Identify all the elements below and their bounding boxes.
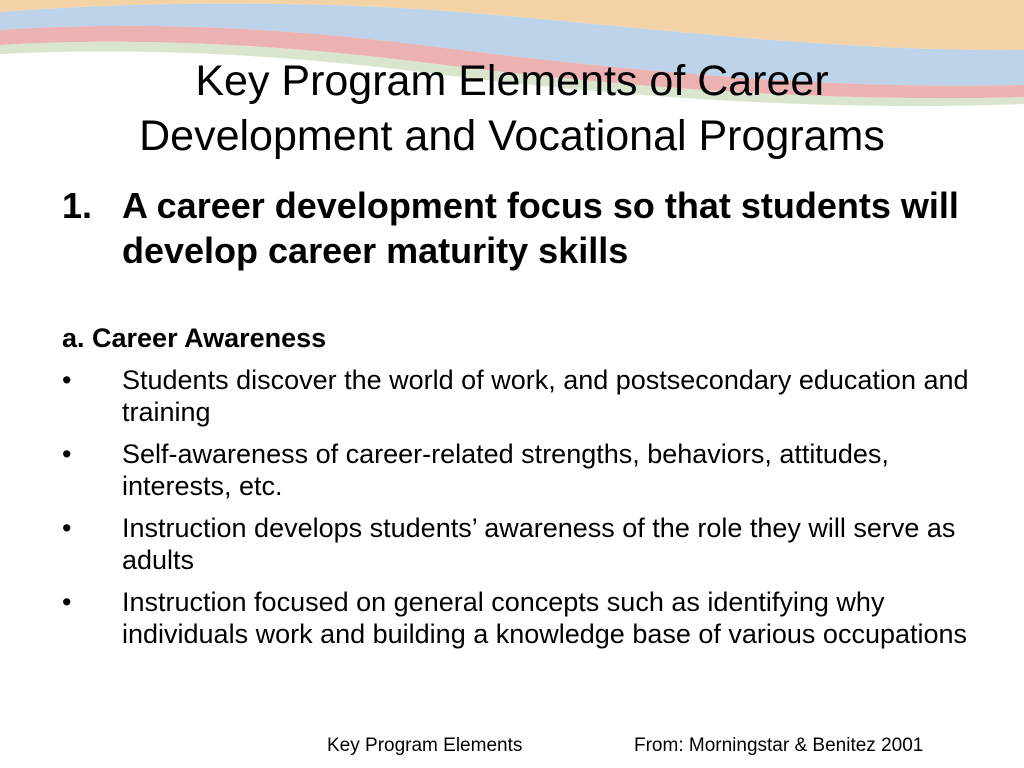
main-point-text: A career development focus so that students will develop career maturity skills xyxy=(122,185,959,271)
bullet-text: Self-awareness of career-related strengths, behaviors, attitudes, interests, etc. xyxy=(122,439,889,501)
bullet-text: Instruction focused on general concepts such as identifying why individuals work and building a knowledge base of various occupations xyxy=(122,587,968,649)
footer-left: Key Program Elements xyxy=(327,735,523,756)
bullet-list xyxy=(62,364,982,660)
footer-right: From: Morningstar & Benitez 2001 xyxy=(634,735,924,756)
subheading: a. Career Awareness xyxy=(62,323,327,353)
slide-title-line-1: Key Program Elements of Career xyxy=(195,57,829,105)
bullet-text: Instruction develops students’ awareness of the role they will serve as adults xyxy=(122,513,956,575)
bullet-icon: • xyxy=(62,439,72,469)
bullet-item xyxy=(62,586,982,650)
bullet-item xyxy=(62,512,982,576)
slide-title xyxy=(0,54,1024,164)
main-point-number: 1. xyxy=(62,185,93,226)
bullet-text: Students discover the world of work, and postsecondary education and training xyxy=(122,365,969,427)
bullet-icon: • xyxy=(62,587,72,617)
bullet-item xyxy=(62,364,982,428)
bullet-icon: • xyxy=(62,365,72,395)
bullet-icon: • xyxy=(62,513,72,543)
slide-title-line-2: Development and Vocational Programs xyxy=(139,112,885,160)
bullet-item xyxy=(62,438,982,502)
main-point xyxy=(62,183,962,273)
